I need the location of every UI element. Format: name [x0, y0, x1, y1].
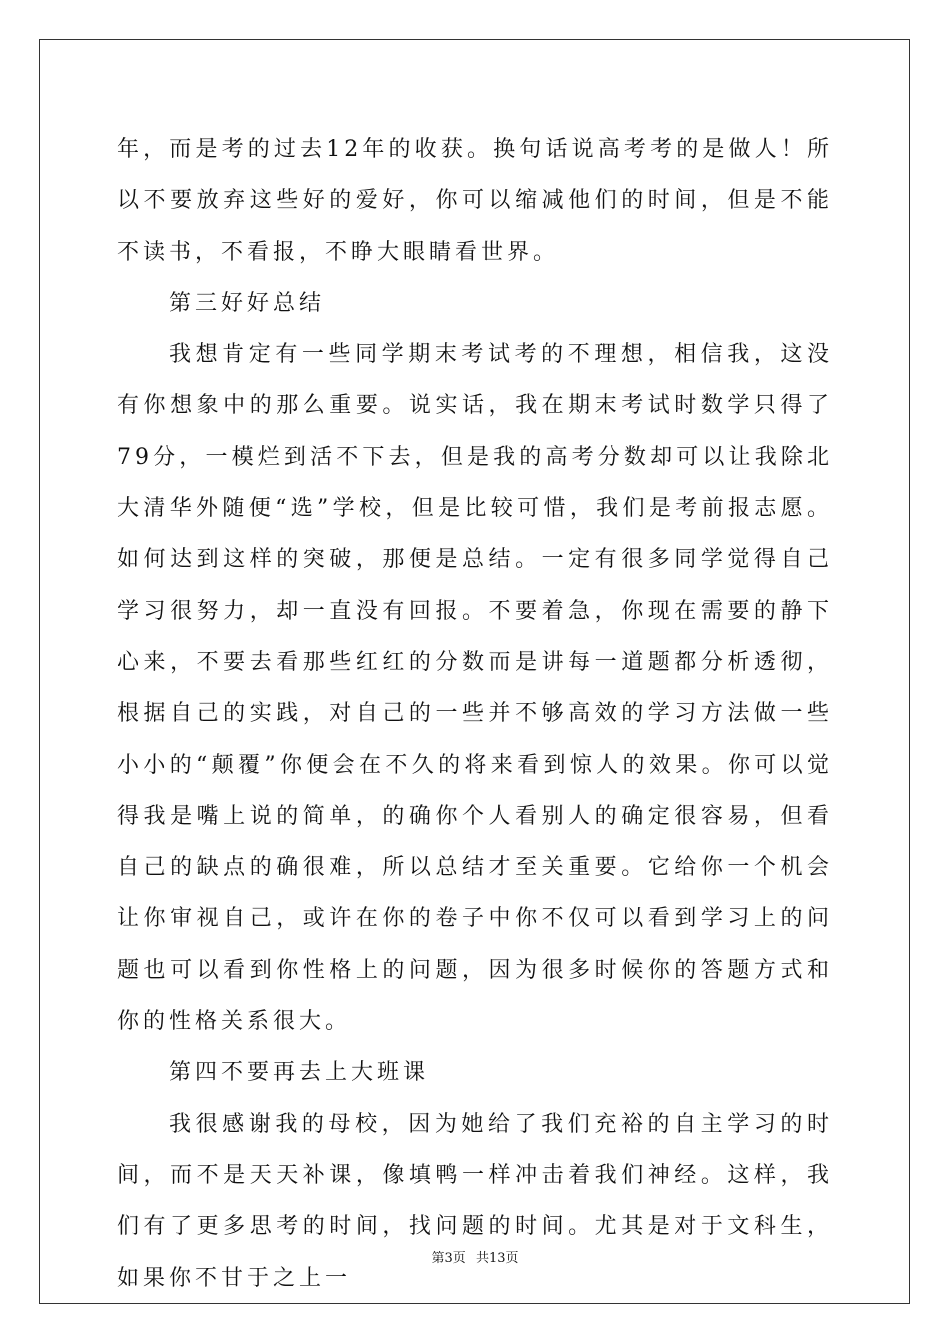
section-heading-4: 第四不要再去上大班课	[169, 1060, 430, 1086]
paragraph-class: 我很感谢我的母校，因为她给了我们充裕的自主学习的时间，而不是天天补课，像填鸭一样冲击着我们神经。这样，我们有了更多思考的时间，找问题的时间。尤其是对于文科生，如果你不甘于之上一	[117, 1111, 833, 1291]
page-footer	[0, 1247, 950, 1266]
paragraph-continuation: 年，而是考的过去12年的收获。换句话说高考考的是做人！所以不要放弃这些好的爱好，你可以缩减他们的时间，但是不能不读书，不看报，不睁大眼睛看世界。	[117, 137, 833, 265]
paragraph-summary: 我想肯定有一些同学期末考试考的不理想，相信我，这没有你想象中的那么重要。说实话，我在期末考试时数学只得了79分，一模烂到活不下去，但是我的高考分数却可以让我除北大清华外随便“选”学校，但是比较可惜，我们是考前报志愿。如何达到这样的突破，那便是总结。一定有很多同学觉得自己学习很努力，却一直没有回报。不要着急，你现在需要的静下心来，不要去看那些红红的分数而是讲每一道题都分析透彻，根据自己的实践，对自己的一些并不够高效的学习方法做一些小小的“颠覆”你便会在不久的将来看到惊人的效果。你可以觉得我是嘴上说的简单，的确你个人看别人的确定很容易，但看自己的缺点的确很难，所以总结才至关重要。它给你一个机会让你审视自己，或许在你的卷子中你不仅可以看到学习上的问题也可以看到你性格上的问题，因为很多时候你的答题方式和你的性格关系很大。	[117, 342, 833, 1035]
document-body	[117, 124, 833, 1304]
page-number: 第3页	[431, 1251, 466, 1266]
page-total: 共13页	[475, 1251, 519, 1266]
section-heading-3: 第三好好总结	[169, 290, 326, 316]
